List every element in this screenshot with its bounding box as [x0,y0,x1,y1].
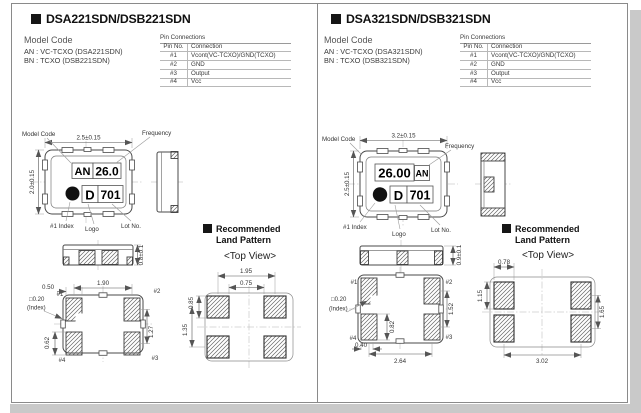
pad-4-label: #4 [349,336,357,342]
dim-pad-height: 0.82 [389,320,396,334]
dim-pad-pitch-y: 1.27 [148,325,155,339]
package-top-view [22,130,172,233]
dim-body-width: 2.5±0.15 [76,134,101,142]
model-code-line-bn: BN : TCXO (DSB321SDN) [324,56,410,66]
pad-1-label: #1 [56,292,64,298]
marking-lot: 701 [409,188,431,203]
label-model-code: Model Code [322,136,356,143]
dim-outer-pitch: 1.95 [239,268,253,275]
pin-no-cell: #3 [460,70,488,78]
index-note: (Index) [329,306,348,313]
panel-dsa221-drawings [22,130,301,368]
package-front-view [360,240,463,272]
package-side-view [475,153,511,216]
index-size-note: □0.20 [29,297,45,303]
model-code-heading: Model Code [24,35,73,45]
pad-3-label: #3 [151,356,159,362]
dim-land-pitch-y: 1.65 [599,305,606,319]
pad-2 [124,298,140,321]
dim-land-pitch-y: 1.35 [182,323,189,337]
land-pattern-heading-2: Land Pattern [216,235,272,245]
marking-lot: 701 [100,188,121,202]
dim-pad-width: 0.50 [41,284,55,291]
connection-cell: Vcc [491,78,502,86]
pin-no-header: Pin No. [160,44,188,52]
marking-frequency: 26.0 [95,164,119,179]
pin-no-header: Pin No. [460,44,488,52]
pad-2 [424,278,440,304]
pin-no-cell: #1 [160,52,188,60]
connection-cell: Output [491,69,510,77]
label-frequency: Frequency [142,130,172,137]
pad-3 [124,332,140,355]
connection-cell: GND [491,60,505,68]
land-pattern-heading-2: Land Pattern [515,235,571,245]
package-front-view [63,240,145,270]
marking-frequency: 26.00 [378,165,411,181]
connection-cell: GND [191,60,205,68]
label-model-code: Model Code [22,131,56,138]
dim-land-pad-height: 1.15 [477,289,484,303]
connection-cell: Vcont(VC-TCXO)/GND(TCXO) [191,52,276,60]
pad-3-label: #3 [445,335,453,341]
pad-1-label: #1 [350,280,358,286]
label-index: #1 Index [50,223,74,230]
index-dot [66,187,80,201]
marking-logo: D [85,187,95,203]
pin-no-cell: #2 [160,61,188,69]
marking-model-code: AN [415,168,429,179]
label-logo: Logo [85,226,99,233]
connection-cell: Output [191,69,210,77]
dim-body-height: 2.5±0.15 [344,171,351,197]
land-pattern [477,224,606,365]
section-bullet-icon [502,224,511,233]
pin-no-cell: #1 [460,52,488,60]
panel-dsa321-drawings [322,133,606,366]
connection-cell: Vcc [191,78,202,86]
dim-pad-pitch-y: 1.52 [448,302,455,316]
top-view-label: <Top View> [521,250,575,261]
land-pattern-heading-1: Recommended [216,224,281,234]
top-view-label: <Top View> [223,251,277,262]
pad-2-label: #2 [445,280,453,286]
pad-4-label: #4 [58,358,66,364]
label-frequency: Frequency [445,143,475,150]
connection-cell: Vcont(VC-TCXO)/GND(TCXO) [491,52,576,60]
package-side-view [151,152,184,213]
index-note: (Index) [27,305,46,312]
marking-model-code: AN [74,166,91,178]
dim-pad-pitch-x: 1.90 [96,280,110,287]
label-lot-no: Lot No. [431,227,451,234]
package-bottom-view [329,267,455,365]
model-code-line-an: AN : VC-TCXO (DSA321SDN) [324,47,423,56]
pin-no-cell: #2 [460,61,488,69]
land-pattern-heading-1: Recommended [515,224,580,234]
land-pattern [182,224,301,368]
pad-3 [424,314,440,340]
connection-header: Connection [191,43,223,51]
dim-land-width: 3.02 [535,358,549,365]
pad-4 [361,314,377,340]
model-code-line-an: AN : VC-TCXO (DSA221SDN) [24,47,123,56]
section-bullet-icon [203,224,212,233]
dim-thickness: 0.9±0.1 [456,244,463,266]
pad-2-label: #2 [153,289,161,295]
package-bottom-view [27,280,161,364]
label-lot-no: Lot No. [121,223,141,230]
dim-inner-gap: 0.75 [239,280,253,287]
dim-land-pad-width: 0.78 [497,259,511,266]
section-title-text: DSA321SDN/DSB321SDN [346,12,491,26]
label-index: #1 Index [343,224,367,231]
dim-thickness: 0.8±0.1 [138,244,145,266]
model-code-line-bn: BN : TCXO (DSB221SDN) [24,56,110,66]
pin-table-title: Pin Connections [460,34,506,41]
model-code-heading: Model Code [324,35,373,45]
dim-land-pad-height: 0.85 [188,296,195,310]
dim-pad-height: 0.62 [44,336,51,350]
connection-header: Connection [491,43,523,51]
section-title-text: DSA221SDN/DSB221SDN [46,12,191,26]
index-dot [373,187,387,201]
pin-no-cell: #4 [460,79,488,87]
dim-pad-offset: 0.40 [354,342,368,349]
pin-table-title: Pin Connections [160,34,206,41]
package-top-view [322,133,475,239]
dim-body-height: 2.0±0.15 [29,169,36,195]
pin-no-cell: #3 [160,70,188,78]
dim-pad-pitch-x: 2.64 [393,358,407,365]
pin-no-cell: #4 [160,79,188,87]
pad-4 [66,332,82,355]
index-size-note: □0.20 [331,297,347,303]
dim-body-width: 3.2±0.15 [391,132,416,140]
marking-logo: D [393,188,404,203]
label-logo: Logo [392,231,406,238]
